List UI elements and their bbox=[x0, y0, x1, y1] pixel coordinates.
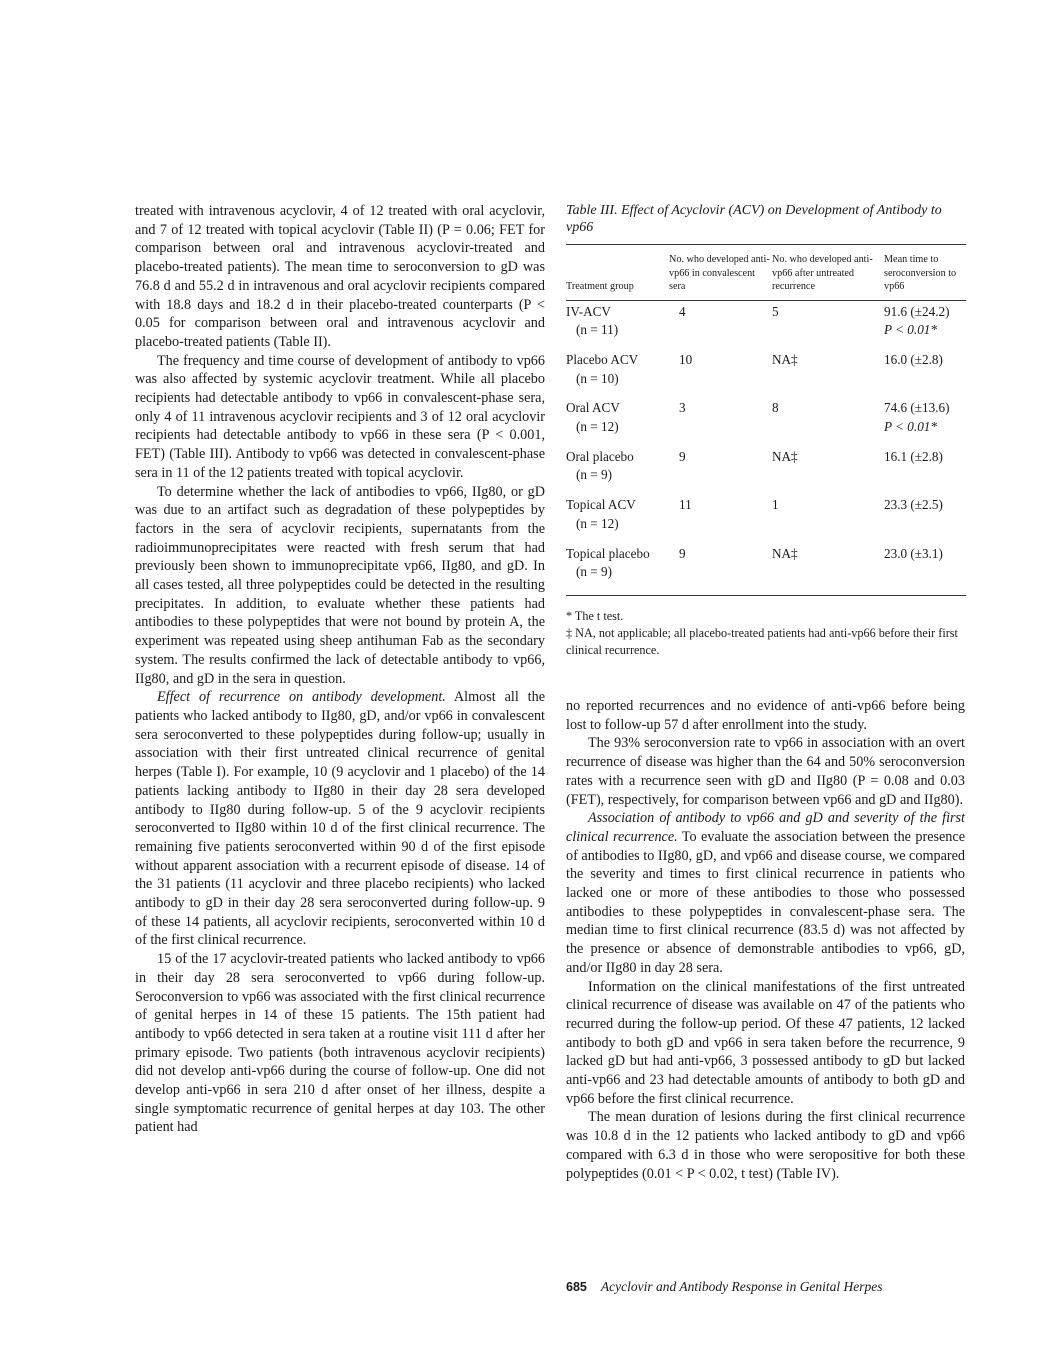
group-n: (n = 11) bbox=[576, 322, 619, 338]
group-n: (n = 12) bbox=[576, 515, 619, 531]
cell-group bbox=[566, 543, 669, 591]
cell-mean bbox=[884, 300, 966, 349]
data-table bbox=[566, 245, 966, 591]
column-header: No. who developed anti-vp66 in convalescent sera bbox=[669, 254, 770, 292]
mean-value: 74.6 (±13.6) bbox=[884, 400, 950, 416]
cell-after-recurrence: NA‡ bbox=[772, 545, 798, 561]
page-footer bbox=[566, 1279, 883, 1295]
cell-mean bbox=[884, 446, 966, 494]
group-name: Placebo ACV bbox=[566, 351, 639, 367]
paragraph: treated with intravenous acyclovir, 4 of 12 treated with oral acyclovir, and 7 of 12 treated with topical acyclovir (Table II) (P = 0.06; FET for comparison between oral and intravenous acyclovir-treated and placebo-treated patients). The mean time to seroconversion to gD was 76.8 d and 55.2 d in intravenous and oral acyclovir recipients compared with 18.8 days and 18.2 d in their placebo-treated counterparts (P < 0.05 for comparison between oral and intravenous acyclovir and placebo-treated patients (Table II). bbox=[135, 203, 545, 350]
cell-after-recurrence: NA‡ bbox=[772, 351, 798, 367]
table-row bbox=[566, 543, 966, 591]
mean-value: 16.1 (±2.8) bbox=[884, 448, 943, 464]
section-text: To evaluate the association between the presence of antibodies to IIg80, gD, and vp66 and disease course, we compared the severity and times to first clinical recurrence in patients who lacked one or more of these antibodies to those who possessed antibodies to these polypeptides in convalescent-phase sera. The median time to first clinical recurrence (83.5 d) was not affected by the presence or absence of demonstrable antibodies to vp66, gD, and/or IIg80 in day 28 sera. bbox=[566, 828, 965, 976]
cell-mean bbox=[884, 494, 966, 542]
paragraph: 15 of the 17 acyclovir-treated patients who lacked antibody to vp66 in their day 28 sera seroconverted to vp66 during follow-up. Seroconversion to vp66 was associated with the first clinical recurrence of genital herpes in 14 of these 15 patients. The 15th patient had antibody to vp66 detected in sera taken at a routine visit 111 d after her primary episode. Two patients (both intravenous acyclovir recipients) did not develop anti-vp66 during the course of follow-up. One did not develop anti-vp66 in sera 210 d after onset of her illness, despite a single symptomatic recurrence of genital herpes at day 103. The other patient had bbox=[135, 951, 545, 1136]
paragraph: To determine whether the lack of antibodies to vp66, IIg80, or gD was due to an artifact such as degradation of these polypeptides by factors in the sera of acyclovir recipients, supernatants from the radioimmunoprecipitates were reacted with fresh serum that had previously been shown to immunoprecipitate vp66, IIg80, and gD. In all cases tested, all three polypeptides could be detected in the resulting precipitates. In addition, to evaluate whether these patients had antibodies to these polypeptides that were not bound by protein A, the experiment was repeated using sheep antihuman Fab as the secondary system. The results confirmed the lack of detectable antibody to vp66, IIg80, and gD in the sera in question. bbox=[135, 483, 545, 687]
mean-value: 91.6 (±24.2) bbox=[884, 303, 950, 319]
group-name: Oral ACV bbox=[566, 400, 620, 416]
section-heading: Association of antibody to vp66 and gD and severity of the first clinical recurrence. bbox=[566, 810, 965, 845]
mean-value: 16.0 (±2.8) bbox=[884, 351, 943, 367]
cell-convalescent: 9 bbox=[679, 545, 686, 561]
page-number: 685 bbox=[566, 1280, 587, 1294]
cell-mean bbox=[884, 543, 966, 591]
table-row bbox=[566, 494, 966, 542]
table-iii bbox=[566, 202, 966, 659]
cell-group bbox=[566, 349, 669, 397]
group-n: (n = 10) bbox=[576, 370, 619, 386]
cell-group bbox=[566, 300, 669, 349]
table-row bbox=[566, 397, 966, 445]
cell-convalescent: 4 bbox=[679, 303, 686, 319]
cell-group bbox=[566, 446, 669, 494]
cell-mean bbox=[884, 349, 966, 397]
paragraph: The mean duration of lesions during the first clinical recurrence was 10.8 d in the 12 patients who lacked antibody to gD and vp66 compared with 6.3 d in those who were seropositive for both these polypeptides (0.01 < P < 0.02, t test) (Table IV). bbox=[566, 1109, 965, 1182]
group-n: (n = 9) bbox=[576, 467, 613, 483]
group-n: (n = 12) bbox=[576, 419, 619, 435]
cell-convalescent: 10 bbox=[679, 351, 693, 367]
table-bottom-rule bbox=[566, 595, 966, 596]
mean-value: 23.3 (±2.5) bbox=[884, 497, 943, 513]
right-column bbox=[566, 697, 965, 1183]
cell-after-recurrence: 5 bbox=[772, 303, 779, 319]
section-text: Almost all the patients who lacked antibody to IIg80, gD, and/or vp66 in convalescent sera seroconverted to these polypeptides during follow-up; usually in association with their first untreated clinical recurrence of genital herpes (Table I). For example, 10 (9 acyclovir and 1 placebo) of the 14 patients lacking antibody to IIg80 in their day 28 sera developed antibody to IIg80 during follow-up. 5 of the 9 acyclovir recipients seroconverted to IIg80 within 10 d of the first clinical recurrence. The remaining five patients seroconverted within 90 d of the first episode without apparent association with a recurrent episode of disease. 14 of the 31 patients (11 acyclovir and three placebo recipients) who lacked antibody to gD in their day 28 sera seroconverted during follow-up. 9 of these 14 patients, all acyclovir recipients, seroconverted within 10 d of the first clinical recurrence. bbox=[135, 689, 545, 949]
p-value: P < 0.01* bbox=[884, 419, 937, 435]
mean-value: 23.0 (±3.1) bbox=[884, 545, 943, 561]
group-name: IV-ACV bbox=[566, 303, 611, 319]
group-n: (n = 9) bbox=[576, 564, 613, 580]
paragraph: no reported recurrences and no evidence of anti-vp66 before being lost to follow-up 57 d after enrollment into the study. bbox=[566, 698, 965, 733]
cell-group bbox=[566, 397, 669, 445]
cell-group bbox=[566, 494, 669, 542]
left-column bbox=[135, 202, 545, 1137]
cell-after-recurrence: 8 bbox=[772, 400, 779, 416]
column-header: Treatment group bbox=[566, 281, 634, 292]
table-row bbox=[566, 349, 966, 397]
cell-convalescent: 3 bbox=[679, 400, 686, 416]
group-name: Topical placebo bbox=[566, 545, 650, 561]
group-name: Topical ACV bbox=[566, 497, 636, 513]
column-header: No. who developed anti-vp66 after untreated recurrence bbox=[772, 254, 873, 292]
section-association bbox=[566, 809, 965, 977]
paragraph: The frequency and time course of development of antibody to vp66 was also affected by systemic acyclovir treatment. While all placebo recipients had detectable antibody to vp66 in convalescent-phase sera, only 4 of 11 intravenous acyclovir recipients and 3 of 12 oral acyclovir recipients had detectable antibody to vp66 in these sera (P < 0.001, FET) (Table III). Antibody to vp66 was detected in convalescent-phase sera in 11 of the 12 patients treated with topical acyclovir. bbox=[135, 352, 545, 481]
table-row bbox=[566, 446, 966, 494]
p-value: P < 0.01* bbox=[884, 322, 937, 338]
section-recurrence bbox=[135, 688, 545, 950]
paragraph: Information on the clinical manifestations of the first untreated clinical recurrence of disease was available on 47 of the patients who recurred during the follow-up period. Of these 47 patients, 12 lacked antibody to both gD and vp66 in sera taken before the recurrence, 9 lacked gD but had anti-vp66, 3 possessed antibody to gD but lacked anti-vp66 and 23 had detectable amounts of antibody to both gD and vp66 before the first clinical recurrence. bbox=[566, 978, 965, 1107]
cell-after-recurrence: NA‡ bbox=[772, 448, 798, 464]
table-row bbox=[566, 300, 966, 349]
column-header: Mean time to seroconversion to vp66 bbox=[884, 254, 957, 292]
table-caption: Table III. Effect of Acyclovir (ACV) on Development of Antibody to vp66 bbox=[566, 203, 942, 235]
footnote: ‡ NA, not applicable; all placebo-treated patients had anti-vp66 before their first clinical recurrence. bbox=[566, 625, 958, 657]
cell-convalescent: 9 bbox=[679, 448, 686, 464]
section-heading: Effect of recurrence on antibody development. bbox=[157, 689, 446, 706]
cell-after-recurrence: 1 bbox=[772, 497, 779, 513]
cell-mean bbox=[884, 397, 966, 445]
cell-convalescent: 11 bbox=[679, 497, 692, 513]
footnote: * The t test. bbox=[566, 608, 624, 623]
table-footnotes bbox=[566, 608, 966, 659]
running-title: Acyclovir and Antibody Response in Genital Herpes bbox=[600, 1279, 883, 1294]
group-name: Oral placebo bbox=[566, 448, 634, 464]
paragraph: The 93% seroconversion rate to vp66 in association with an overt recurrence of disease was higher than the 64 and 50% seroconversion rates with a recurrence seen with gD and IIg80 (P = 0.08 and 0.03 (FET), respectively, for comparison between vp66 and gD and IIg80). bbox=[566, 735, 965, 808]
